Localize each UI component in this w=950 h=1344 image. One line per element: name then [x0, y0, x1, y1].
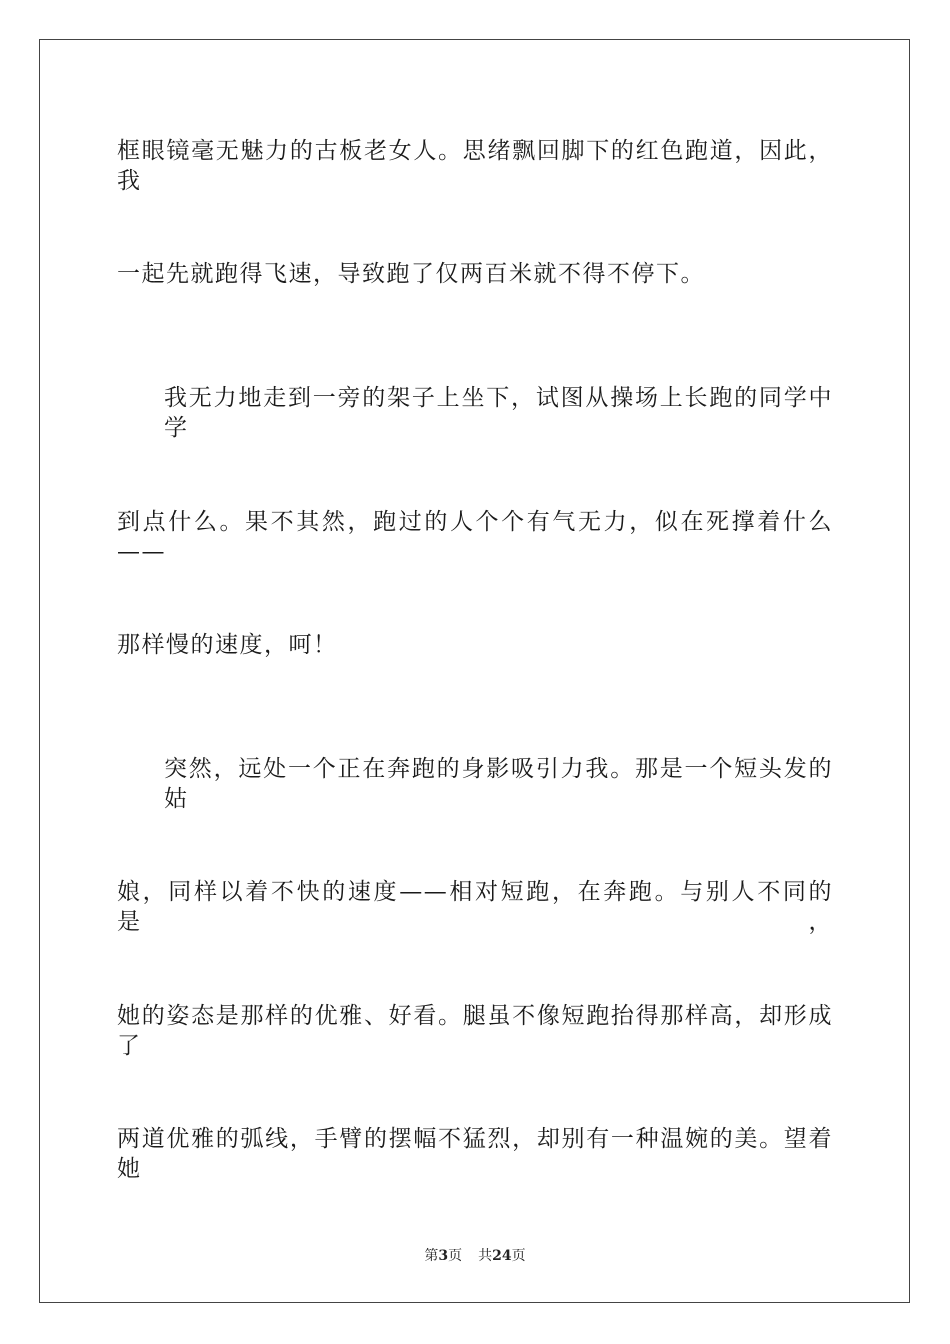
page-number: 3 [438, 1248, 449, 1264]
page-border [39, 39, 910, 1303]
page-label-prefix: 第 [424, 1248, 439, 1264]
body-text-line: 突然，远处一个正在奔跑的身影吸引力我。那是一个短头发的姑 [164, 756, 833, 812]
body-text-line: 我无力地走到一旁的架子上坐下，试图从操场上长跑的同学中学 [164, 385, 833, 441]
body-text-line: 到点什么。果不其然，跑过的人个个有气无力，似在死撑着什么—— [117, 509, 833, 565]
total-label-prefix: 共 [478, 1248, 493, 1264]
total-pages: 24 [492, 1248, 512, 1264]
body-text-line: 框眼镜毫无魅力的古板老女人。思绪飘回脚下的红色跑道，因此，我 [117, 138, 833, 194]
body-text-line: 一起先就跑得飞速，导致跑了仅两百米就不得不停下。 [117, 261, 705, 287]
body-text-line: 那样慢的速度，呵！ [117, 632, 338, 658]
body-text-line: 两道优雅的弧线，手臂的摆幅不猛烈，却别有一种温婉的美。望着她 [117, 1126, 833, 1182]
page-label-suffix: 页 [448, 1248, 463, 1264]
total-label-suffix: 页 [511, 1248, 526, 1264]
body-text-line: 娘，同样以着不快的速度——相对短跑，在奔跑。与别人不同的是， [117, 879, 833, 935]
body-text-line: 她的姿态是那样的优雅、好看。腿虽不像短跑抬得那样高，却形成了 [117, 1003, 833, 1059]
page-footer [0, 1246, 950, 1266]
